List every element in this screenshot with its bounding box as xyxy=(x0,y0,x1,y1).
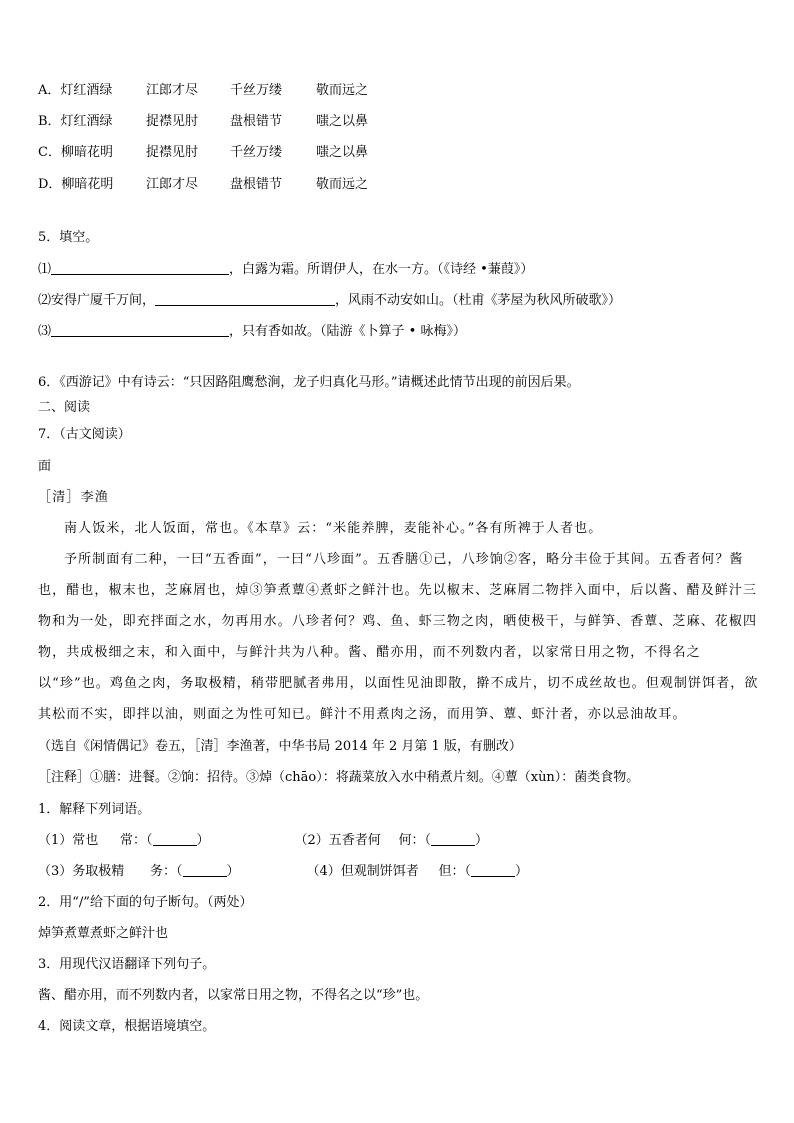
answer-blank-2[interactable] xyxy=(431,831,475,846)
sub-q1-title: 1．解释下列词语。 xyxy=(38,802,151,817)
sub-q1-row-1: （1）常也 常：（ ） （2）五香者何 何：（ ） xyxy=(38,833,489,848)
q5-line-2: ⑵安得广厦千万间， ，风雨不动安如山。（杜甫《茅屋为秋风所破歌》） xyxy=(38,293,622,308)
sub-q3-title: 3．用现代汉语翻译下列句子。 xyxy=(38,957,216,972)
answer-blank-3[interactable] xyxy=(183,862,227,877)
fill-blank-3[interactable] xyxy=(51,322,229,337)
q5-title: 5．填空。 xyxy=(38,230,99,245)
answer-blank-1[interactable] xyxy=(153,831,197,846)
passage-source: （选自《闲情偶记》卷五，［清］李渔著，中华书局 2014 年 2 月第 1 版，有删改） xyxy=(38,739,522,754)
passage-para-1: 南人饭米，北人饭面，常也。《本草》云：“米能养脾，麦能补心。”各有所裨于人者也。 xyxy=(64,521,603,536)
answer-blank-4[interactable] xyxy=(471,862,515,877)
passage-author: ［清］李渔 xyxy=(38,490,110,505)
option-a: A．灯红酒绿 江郎才尽 千丝万缕 敬而远之 xyxy=(38,83,369,98)
section-reading: 二、阅读 xyxy=(38,400,91,415)
q5-line-3: ⑶ ，只有香如故。（陆游《卜算子 • 咏梅》） xyxy=(38,324,466,339)
q6-text: 6．《西游记》中有诗云：“只因路阻鹰愁涧，龙子归真化马形。”请概述此情节出现的前因后果。 xyxy=(38,375,580,390)
fill-blank-1[interactable] xyxy=(51,260,229,275)
fill-blank-2[interactable] xyxy=(155,291,335,306)
sub-q4-title: 4．阅读文章，根据语境填空。 xyxy=(38,1019,216,1034)
q5-line-1: ⑴ ，白露为霜。所谓伊人，在水一方。（《诗经 •蒹葭》） xyxy=(38,262,534,277)
passage-para-2: 予所制面有二种，一曰“五香面”，一曰“八珍面”。五香膳①己，八珍饷②客，略分丰俭于其间。五香者何？酱也，醋也，椒末也，芝麻屑也，焯③笋煮蕈④煮虾之鲜汁也。先以椒末、芝麻屑二物拌入面中，后以酱、醋及鲜汁三物和为一处，即充拌面之水，勿再用水。八珍者何？鸡、鱼、虾三物之肉，晒使极干，与鲜笋、香蕈、芝麻、花椒四物，共成极细之末，和入面中，与鲜汁共为八种。酱、醋亦用，而不列数内者，以家常日用之物，不得名之以“珍”也。鸡鱼之肉，务取极精，稍带肥腻者弗用，以面性见油即散，擀不成片，切不成丝故也。但观制饼饵者，欲其松而不实，即拌以油，则面之为性可知已。鲜汁不用煮肉之汤，而用笋、蕈、虾汁者，亦以忌油故耳。 xyxy=(38,552,759,722)
passage-title: 面 xyxy=(38,459,53,474)
q7-title: 7．（古文阅读） xyxy=(38,427,131,442)
sub-q2-title: 2．用“/”给下面的句子断句。（两处） xyxy=(38,895,253,910)
sub-q1-row-2: （3）务取极精 务：（ ） （4）但观制饼饵者 但：（ ） xyxy=(38,864,529,879)
option-d: D．柳暗花明 江郎才尽 盘根错节 敬而远之 xyxy=(38,177,369,192)
option-c: C．柳暗花明 捉襟见肘 千丝万缕 嗤之以鼻 xyxy=(38,145,369,160)
option-b: B．灯红酒绿 捉襟见肘 盘根错节 嗤之以鼻 xyxy=(38,114,369,129)
sub-q2-text: 焯笋煮蕈煮虾之鲜汁也 xyxy=(38,926,169,941)
sub-q3-text: 酱、醋亦用，而不列数内者，以家常日用之物，不得名之以“珍”也。 xyxy=(38,988,429,1003)
passage-notes: ［注释］①膳：进餐。②饷：招待。③焯（chāo）：将蔬菜放入水中稍煮片刻。④蕈（xùn）：菌类食物。 xyxy=(38,770,640,785)
